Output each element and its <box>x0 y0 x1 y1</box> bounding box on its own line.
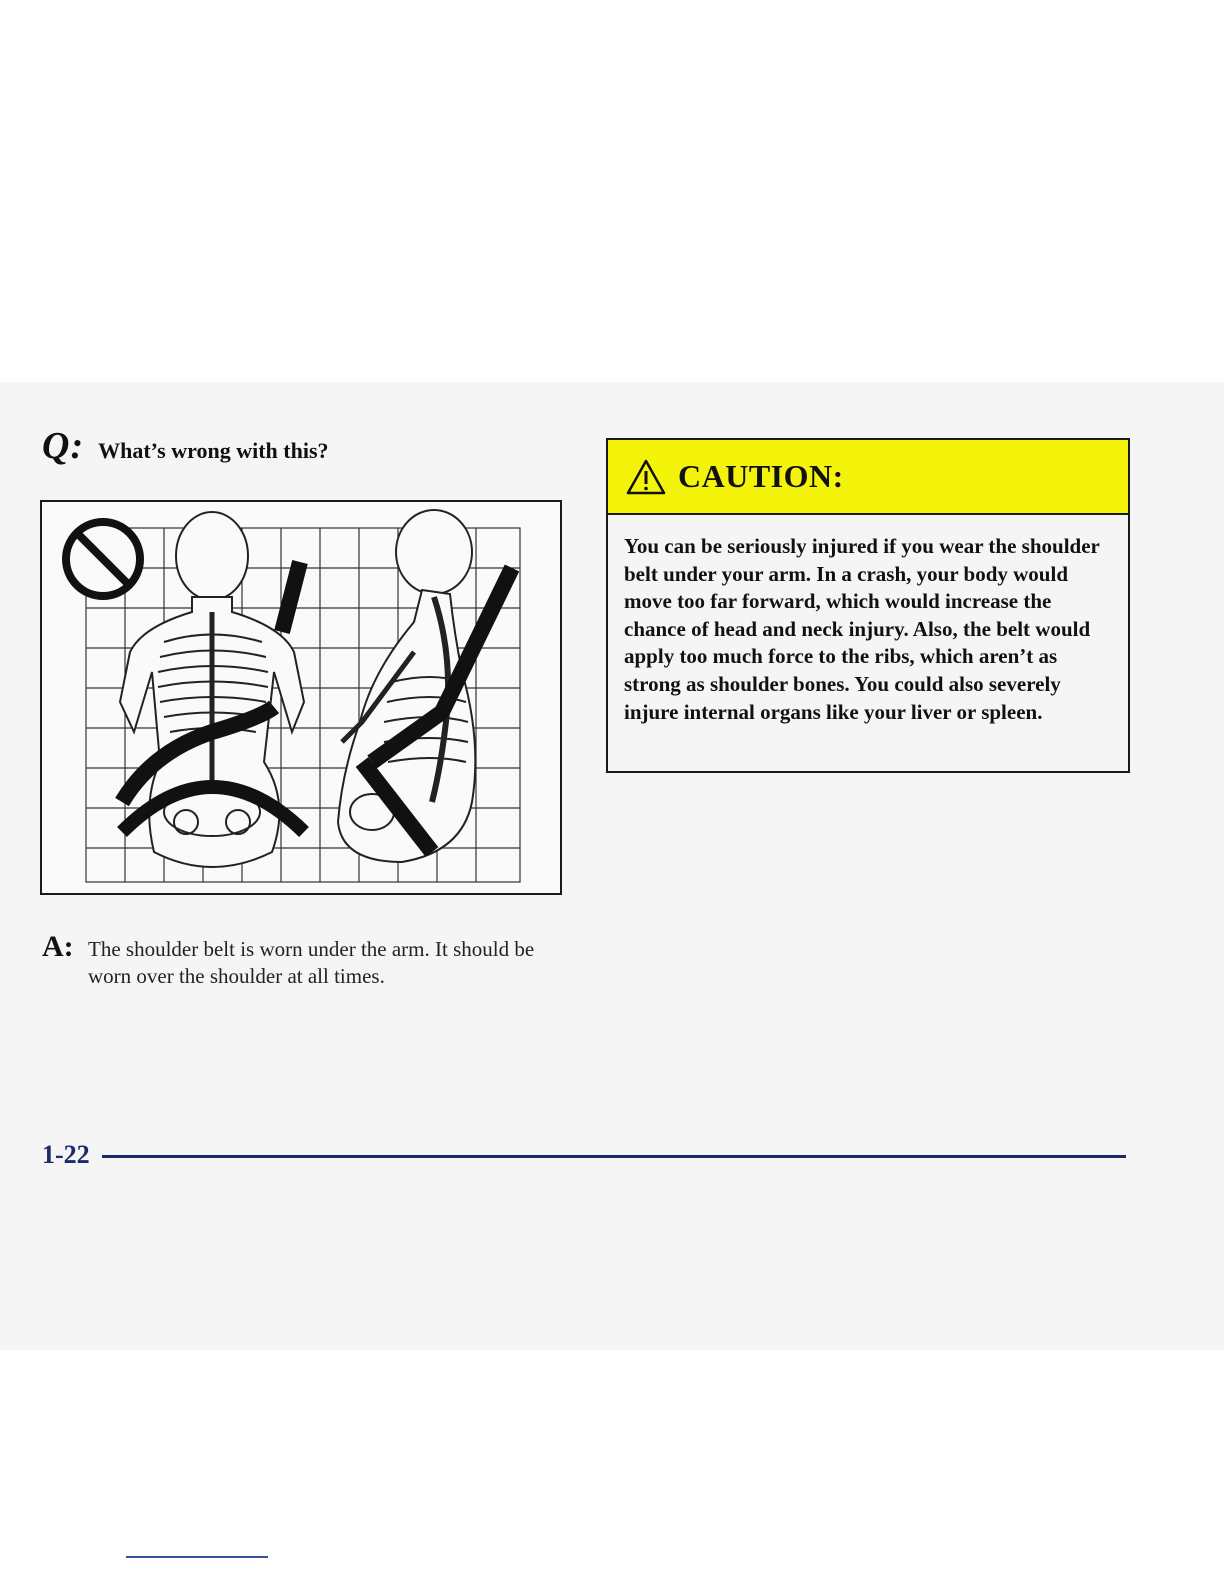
caution-text: You can be seriously injured if you wear the shoulder belt under your arm. In a crash, your body would move too far forward, which would increase the chance of head and neck injury. Also, the belt would apply too much force to the ribs, which aren’t as strong as shoulder bones. You could also severely injure internal organs like your liver or spleen. <box>624 534 1100 724</box>
footer-rule <box>102 1155 1126 1158</box>
answer-mark: A: <box>42 930 74 963</box>
question-mark: Q: <box>42 425 85 467</box>
page-footer <box>42 1140 1126 1170</box>
caution-box <box>606 438 1130 773</box>
question <box>42 424 329 468</box>
skeleton-belt-drawing <box>42 502 560 893</box>
prohibited-icon <box>66 522 140 596</box>
question-text: What’s wrong with this? <box>98 438 329 463</box>
warning-triangle-icon <box>626 459 666 495</box>
bottom-link-underline[interactable] <box>126 1556 268 1558</box>
caution-title: CAUTION: <box>678 458 844 494</box>
page-number: 1-22 <box>42 1140 90 1169</box>
caution-header <box>608 440 1128 515</box>
answer-text: The shoulder belt is worn under the arm. It should be worn over the shoulder at all times. <box>88 937 535 988</box>
seatbelt-illustration <box>40 500 562 895</box>
